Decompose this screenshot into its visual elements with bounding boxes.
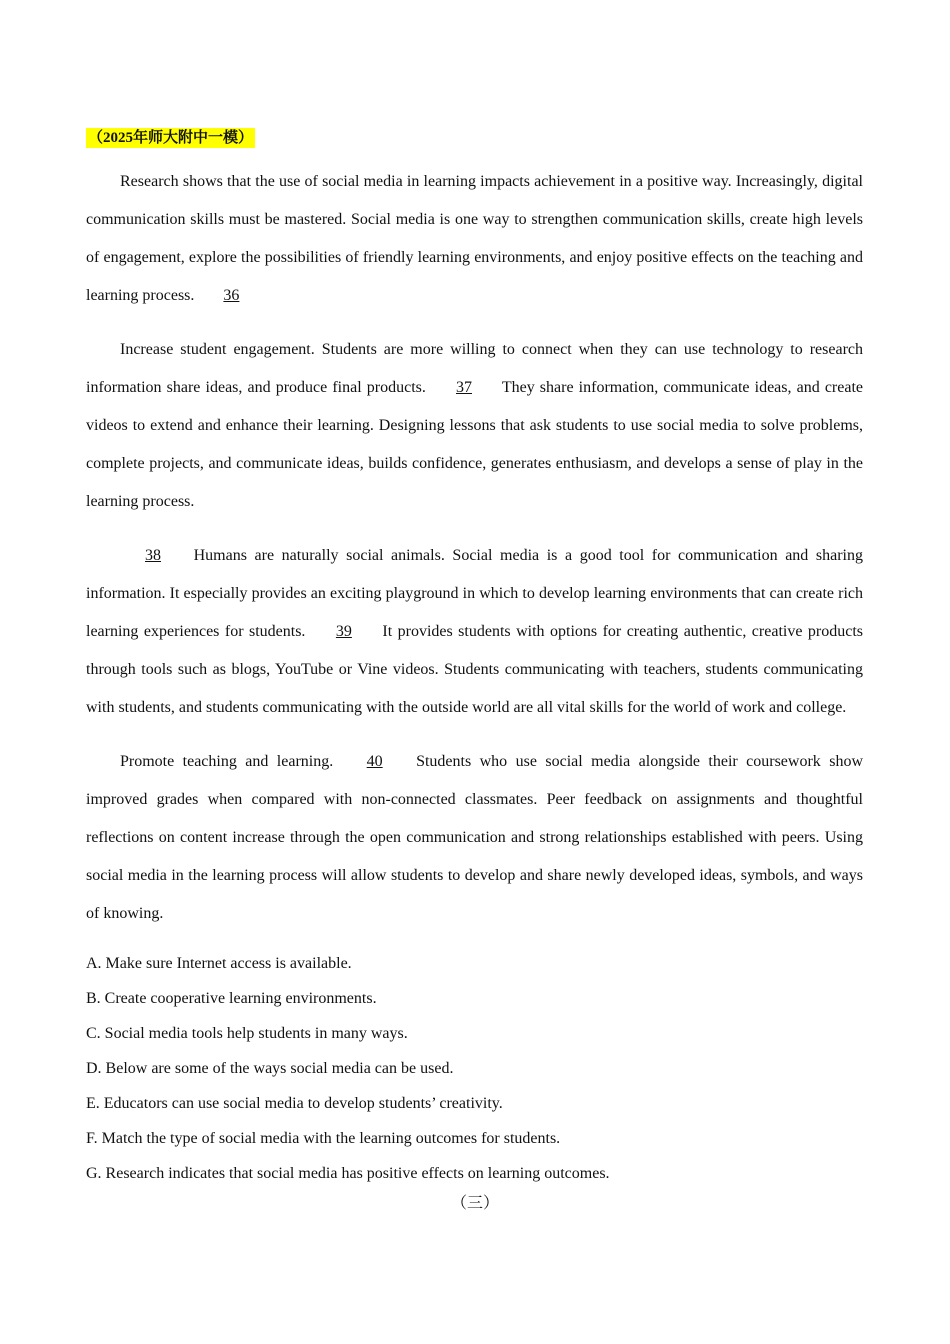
option-b: B. Create cooperative learning environments. xyxy=(86,990,377,1007)
blank-36: 36 xyxy=(223,287,240,304)
answer-options xyxy=(86,946,863,1191)
option-c: C. Social media tools help students in many ways. xyxy=(86,1025,408,1042)
paragraph-3 xyxy=(86,537,863,727)
paragraph-2-text-before: Increase student engagement. Students are more willing to connect when they can use technology to research information share ideas, and produce final products. xyxy=(86,341,863,396)
paragraph-2 xyxy=(86,331,863,521)
option-g: G. Research indicates that social media has positive effects on learning outcomes. xyxy=(86,1165,610,1182)
option-a: A. Make sure Internet access is available. xyxy=(86,955,352,972)
blank-37: 37 xyxy=(456,379,472,396)
blank-40: 40 xyxy=(366,753,383,770)
option-f: F. Match the type of social media with the learning outcomes for students. xyxy=(86,1130,561,1147)
exam-source-heading: （2025年师大附中一模） xyxy=(88,130,254,146)
option-d: D. Below are some of the ways social media can be used. xyxy=(86,1060,454,1077)
paragraph-4-text-before: Promote teaching and learning. xyxy=(120,753,342,770)
paragraph-3-text-middle: Humans are naturally social animals. Social media is a good tool for communication and sharing information. It especially provides an exciting playground in which to develop learning environments that can create rich learning experiences for students. xyxy=(86,547,863,640)
document-page xyxy=(86,128,863,1191)
paragraph-1-text: Research shows that the use of social media in learning impacts achievement in a positive way. Increasingly, digital communication skills must be mastered. Social media is one way to strengthen communication skills, create high levels of engagement, explore the possibilities of friendly learning environments, and enjoy positive effects on the teaching and learning process. xyxy=(86,173,863,304)
paragraph-2-text-after: They share information, communicate ideas, and create videos to extend and enhance their learning. Designing lessons that ask students to use social media to solve problems, complete projects, and communicate ideas, builds confidence, generates enthusiasm, and develops a sense of play in the learning process. xyxy=(86,379,863,510)
paragraph-4-text-after: Students who use social media alongside their coursework show improved grades when compared with non-connected classmates. Peer feedback on assignments and thoughtful reflections on content increase through the open communication and strong relationships established with peers. Using social media in the learning process will allow students to develop and share newly developed ideas, symbols, and ways of knowing. xyxy=(86,753,863,922)
paragraph-3-text-after: It provides students with options for creating authentic, creative products through tools such as blogs, YouTube or Vine videos. Students communicating with teachers, students communicating with students, and students communicating with the outside world are all vital skills for the world of work and college. xyxy=(86,623,864,716)
paragraph-1 xyxy=(86,163,863,315)
paragraph-4 xyxy=(86,743,863,933)
option-e: E. Educators can use social media to develop students’ creativity. xyxy=(86,1095,503,1112)
blank-39: 39 xyxy=(335,623,352,640)
section-footer: （三） xyxy=(450,1195,499,1212)
blank-38: 38 xyxy=(145,547,161,564)
